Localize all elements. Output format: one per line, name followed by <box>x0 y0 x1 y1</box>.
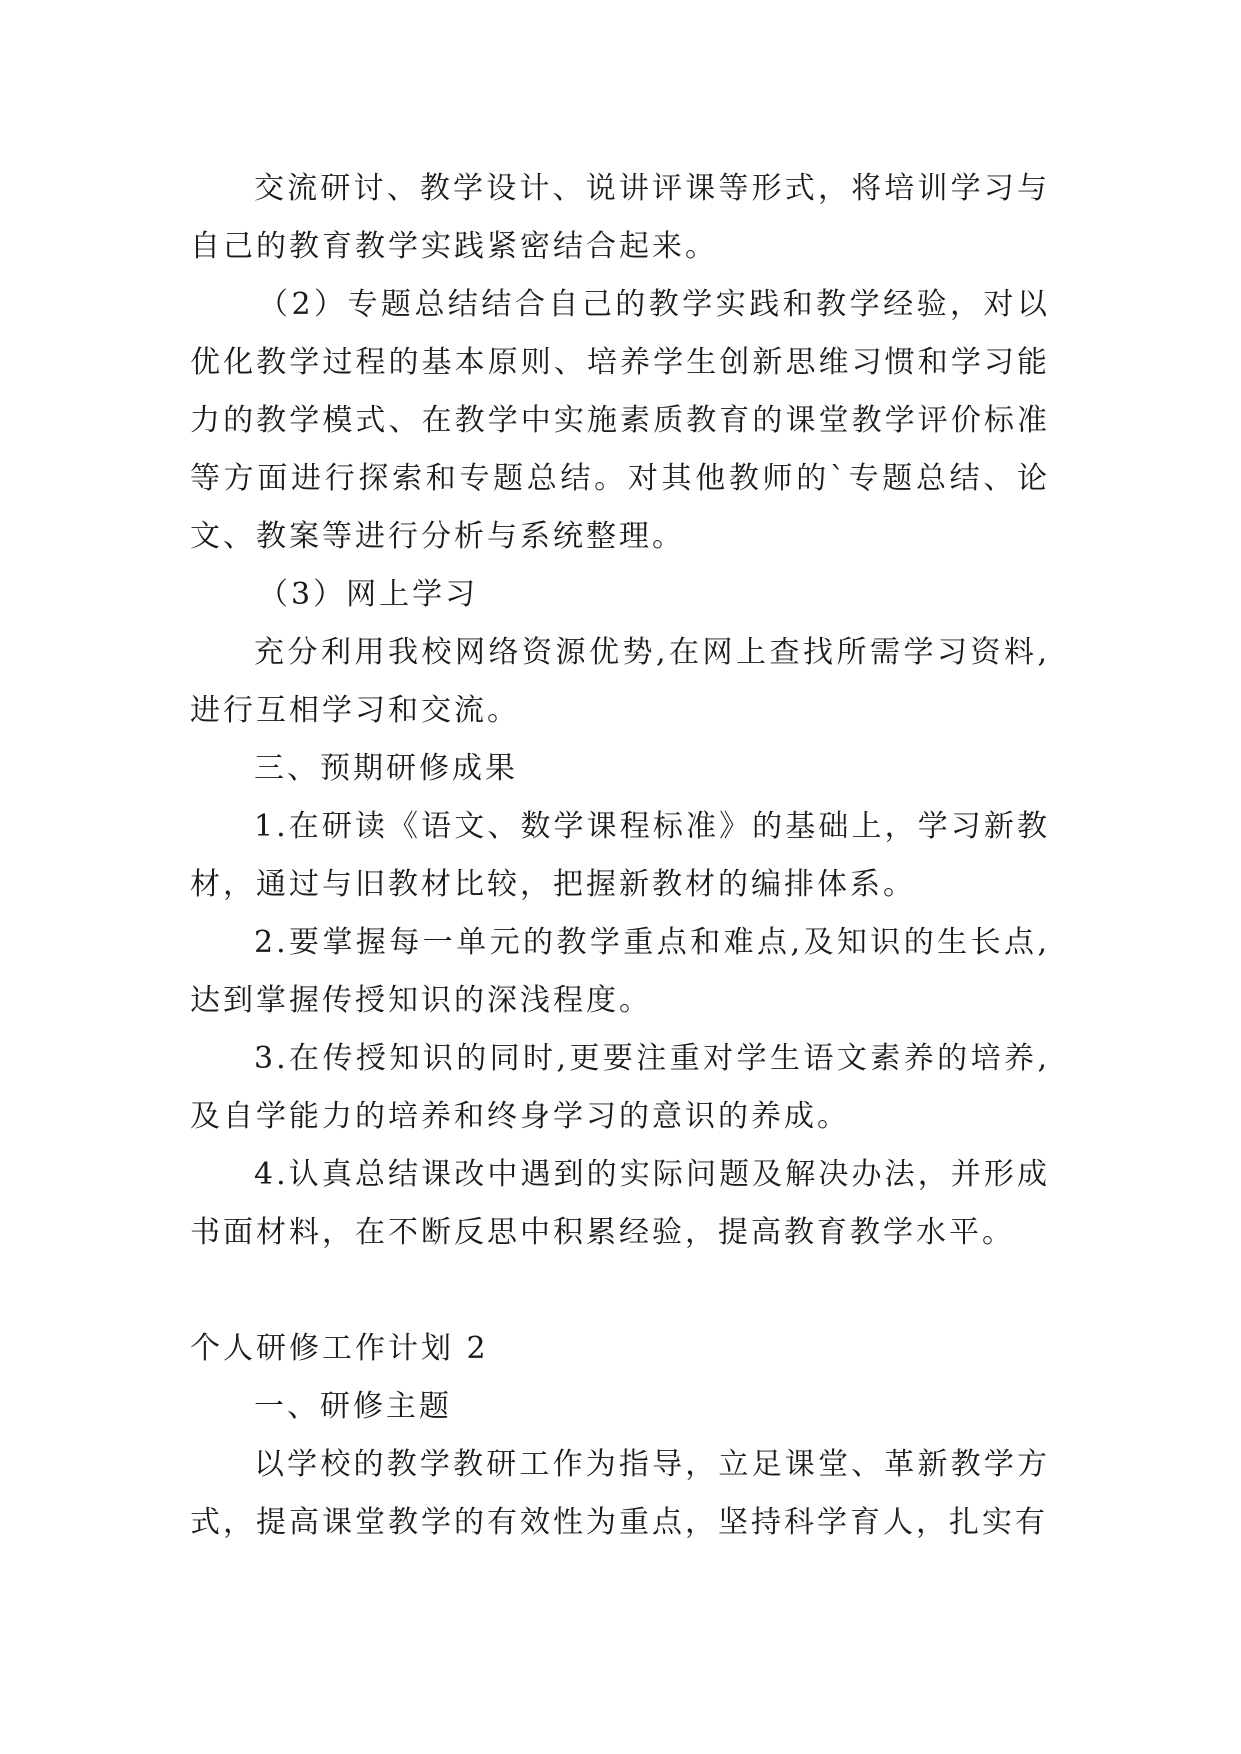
paragraph-online-learning: 充分利用我校网络资源优势,在网上查找所需学习资料,进行互相学习和交流。 <box>190 635 1050 728</box>
document-body <box>190 160 1050 1552</box>
section-title-plan-2: 个人研修工作计划 2 <box>190 1331 489 1366</box>
paragraph-training-forms: 交流研讨、教学设计、说讲评课等形式，将培训学习与自己的教育教学实践紧密结合起来。 <box>190 171 1050 264</box>
paragraph-result-4: 4.认真总结课改中遇到的实际问题及解决办法，并形成书面材料，在不断反思中积累经验，提高教育教学水平。 <box>190 1157 1050 1250</box>
paragraph-online-learning-heading: （3）网上学习 <box>258 577 479 612</box>
paragraph-topic-summary: （2）专题总结结合自己的教学实践和教学经验，对以优化教学过程的基本原则、培养学生创新思维习惯和学习能力的教学模式、在教学中实施素质教育的课堂教学评价标准等方面进行探索和专题总结。对其他教师的`专题总结、论文、教案等进行分析与系统整理。 <box>190 287 1050 554</box>
section-spacer <box>190 1262 1050 1320</box>
paragraph-result-3: 3.在传授知识的同时,更要注重对学生语文素养的培养,及自学能力的培养和终身学习的意识的养成。 <box>190 1041 1050 1134</box>
paragraph-result-1: 1.在研读《语文、数学课程标准》的基础上，学习新教材，通过与旧教材比较，把握新教材的编排体系。 <box>190 809 1050 902</box>
paragraph-result-2: 2.要掌握每一单元的教学重点和难点,及知识的生长点,达到掌握传授知识的深浅程度。 <box>190 925 1050 1018</box>
heading-research-theme: 一、研修主题 <box>254 1389 452 1424</box>
heading-expected-results: 三、预期研修成果 <box>254 751 518 786</box>
paragraph-research-theme: 以学校的教学教研工作为指导，立足课堂、革新教学方式，提高课堂教学的有效性为重点，坚持科学育人，扎实有 <box>190 1447 1050 1540</box>
